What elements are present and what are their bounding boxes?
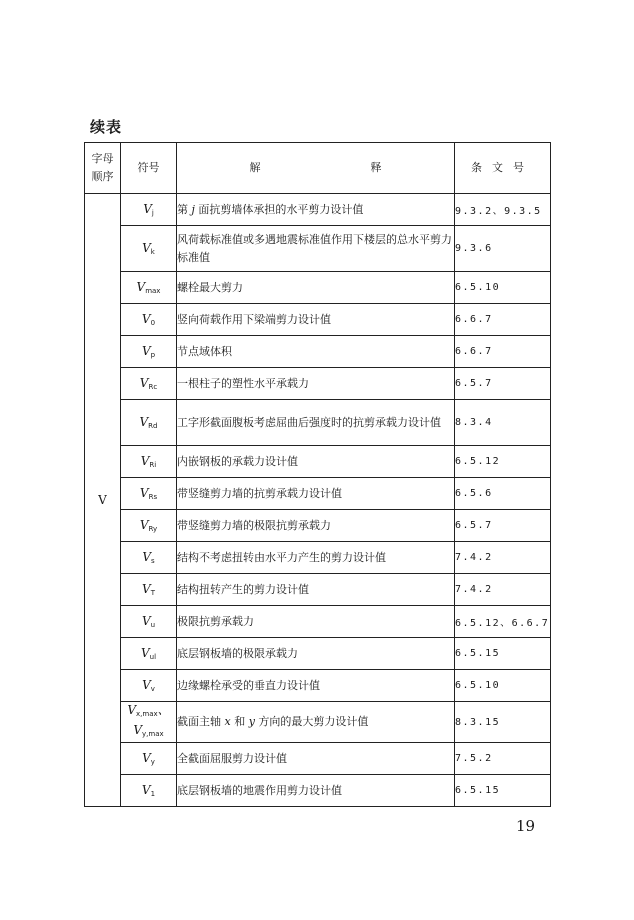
clause-cell: 6.5.7 bbox=[455, 510, 551, 542]
symbol-base: V bbox=[141, 312, 151, 326]
clause-cell: 6.5.7 bbox=[455, 368, 551, 400]
explanation-cell: 带竖缝剪力墙的抗剪承载力设计值 bbox=[177, 478, 455, 510]
explanation-cell: 全截面屈服剪力设计值 bbox=[177, 743, 455, 775]
header-symbol: 符号 bbox=[121, 143, 177, 194]
symbol-subscript: p bbox=[150, 351, 156, 359]
symbol-subscript: Ry bbox=[148, 525, 158, 533]
table-row bbox=[85, 606, 551, 638]
clause-cell: 9.3.6 bbox=[455, 226, 551, 272]
explanation-cell: 底层钢板墙的地震作用剪力设计值 bbox=[177, 775, 455, 807]
symbol-subscript: u bbox=[150, 621, 156, 629]
symbol-cell bbox=[121, 336, 177, 368]
symbol-base: V bbox=[141, 783, 151, 797]
explanation-cell: 内嵌钢板的承载力设计值 bbox=[177, 446, 455, 478]
symbol-subscript: Rs bbox=[148, 493, 158, 501]
symbol-base: V bbox=[142, 241, 151, 255]
symbol-base: V bbox=[142, 678, 151, 692]
symbol-base: V bbox=[142, 550, 151, 564]
symbol-cell bbox=[121, 775, 177, 807]
symbol-subscript: Rd bbox=[148, 422, 158, 430]
table-row bbox=[85, 574, 551, 606]
explanation-cell: 一根柱子的塑性水平承载力 bbox=[177, 368, 455, 400]
table-row bbox=[85, 400, 551, 446]
header-letter-order bbox=[85, 143, 121, 194]
explanation-cell: 结构不考虑扭转由水平力产生的剪力设计值 bbox=[177, 542, 455, 574]
symbol-base: V bbox=[141, 344, 151, 358]
clause-cell: 9.3.2、9.3.5 bbox=[455, 194, 551, 226]
clause-cell: 6.5.6 bbox=[455, 478, 551, 510]
table-row bbox=[85, 670, 551, 702]
symbol-subscript: x,max bbox=[136, 710, 158, 718]
symbol-cell bbox=[121, 304, 177, 336]
clause-cell: 6.6.7 bbox=[455, 304, 551, 336]
symbol-table bbox=[84, 142, 551, 807]
symbol-subscript: T bbox=[150, 589, 155, 597]
letter-group-cell: V bbox=[85, 194, 121, 807]
header-clause-number: 条文号 bbox=[455, 143, 551, 194]
explanation-text: 截面主轴 bbox=[177, 715, 225, 728]
symbol-cell bbox=[121, 446, 177, 478]
explanation-text: 和 bbox=[230, 715, 249, 728]
header-explanation-a: 解 bbox=[249, 161, 261, 174]
clause-cell: 8.3.15 bbox=[455, 702, 551, 743]
clause-cell: 7.4.2 bbox=[455, 574, 551, 606]
symbol-cell bbox=[121, 606, 177, 638]
symbol-base: V bbox=[141, 614, 151, 628]
table-row bbox=[85, 226, 551, 272]
header-letter-top: 字母 bbox=[91, 152, 114, 165]
explanation-cell: 工字形截面腹板考虑屈曲后强度时的抗剪承载力设计值 bbox=[177, 400, 455, 446]
table-row bbox=[85, 638, 551, 670]
symbol-base: V bbox=[139, 518, 149, 532]
symbol-base: V bbox=[139, 376, 149, 390]
clause-cell: 7.5.2 bbox=[455, 743, 551, 775]
explanation-cell: 极限抗剪承载力 bbox=[177, 606, 455, 638]
explanation-cell: 风荷载标准值或多遇地震标准值作用下楼层的总水平剪力标准值 bbox=[177, 226, 455, 272]
symbol-subscript: y,max bbox=[142, 730, 164, 738]
symbol-subscript: ul bbox=[149, 653, 157, 661]
clause-cell: 6.6.7 bbox=[455, 336, 551, 368]
explanation-cell bbox=[177, 194, 455, 226]
symbol-base: V bbox=[139, 415, 149, 429]
clause-cell: 6.5.15 bbox=[455, 775, 551, 807]
clause-cell: 6.5.10 bbox=[455, 670, 551, 702]
symbol-cell bbox=[121, 542, 177, 574]
symbol-cell bbox=[121, 226, 177, 272]
symbol-cell bbox=[121, 702, 177, 743]
table-row bbox=[85, 304, 551, 336]
symbol-base: V bbox=[142, 751, 151, 765]
clause-cell: 6.5.12、6.6.7 bbox=[455, 606, 551, 638]
header-explanation-b: 释 bbox=[370, 161, 382, 174]
table-row bbox=[85, 446, 551, 478]
table-row bbox=[85, 478, 551, 510]
symbol-subscript: Ri bbox=[149, 461, 157, 469]
symbol-subscript: Rc bbox=[148, 383, 158, 391]
symbol-base: V bbox=[139, 486, 149, 500]
table-row bbox=[85, 510, 551, 542]
symbol-separator: 、 bbox=[157, 703, 170, 717]
symbol-cell bbox=[121, 194, 177, 226]
explanation-cell: 底层钢板墙的极限承载力 bbox=[177, 638, 455, 670]
table-row bbox=[85, 775, 551, 807]
explanation-variable: y bbox=[248, 715, 255, 728]
symbol-subscript: j bbox=[151, 209, 154, 217]
table-continued-title: 续表 bbox=[90, 118, 123, 136]
symbol-base: V bbox=[143, 202, 152, 216]
clause-cell: 8.3.4 bbox=[455, 400, 551, 446]
symbol-cell bbox=[121, 743, 177, 775]
table-header-row bbox=[85, 143, 551, 194]
clause-cell: 6.5.12 bbox=[455, 446, 551, 478]
explanation-text: 方向的最大剪力设计值 bbox=[254, 715, 369, 728]
symbol-base: V bbox=[140, 646, 150, 660]
header-explanation bbox=[177, 143, 455, 194]
explanation-cell: 竖向荷载作用下梁端剪力设计值 bbox=[177, 304, 455, 336]
clause-cell: 6.5.15 bbox=[455, 638, 551, 670]
table-body bbox=[85, 194, 551, 807]
explanation-cell: 节点域体积 bbox=[177, 336, 455, 368]
table-row bbox=[85, 336, 551, 368]
symbol-subscript: y bbox=[150, 758, 155, 766]
symbol-subscript: k bbox=[150, 248, 155, 256]
symbol-base: V bbox=[140, 454, 150, 468]
symbol-cell bbox=[121, 272, 177, 304]
symbol-cell bbox=[121, 478, 177, 510]
table-row bbox=[85, 743, 551, 775]
symbol-cell bbox=[121, 400, 177, 446]
table-row bbox=[85, 194, 551, 226]
symbol-base: V bbox=[136, 280, 146, 294]
symbol-subscript: s bbox=[151, 557, 155, 565]
explanation-variable: x bbox=[224, 715, 231, 728]
clause-cell: 6.5.10 bbox=[455, 272, 551, 304]
symbol-base: V bbox=[133, 723, 143, 737]
symbol-cell bbox=[121, 638, 177, 670]
header-letter-bottom: 顺序 bbox=[91, 170, 114, 183]
symbol-subscript: 1 bbox=[150, 790, 156, 798]
clause-cell: 7.4.2 bbox=[455, 542, 551, 574]
explanation-cell: 结构扭转产生的剪力设计值 bbox=[177, 574, 455, 606]
symbol-cell bbox=[121, 368, 177, 400]
symbol-subscript: 0 bbox=[150, 319, 156, 327]
table-row bbox=[85, 702, 551, 743]
table-row bbox=[85, 368, 551, 400]
table-row bbox=[85, 272, 551, 304]
symbol-base: V bbox=[127, 703, 137, 717]
explanation-cell: 带竖缝剪力墙的极限抗剪承载力 bbox=[177, 510, 455, 542]
explanation-text: 面抗剪墙体承担的水平剪力设计值 bbox=[194, 202, 364, 216]
symbol-subscript: v bbox=[150, 685, 155, 693]
table-row bbox=[85, 542, 551, 574]
symbol-cell bbox=[121, 510, 177, 542]
symbol-cell bbox=[121, 670, 177, 702]
page-number: 19 bbox=[516, 817, 536, 835]
symbol-subscript: max bbox=[145, 287, 161, 295]
explanation-cell: 边缘螺栓承受的垂直力设计值 bbox=[177, 670, 455, 702]
explanation-cell bbox=[177, 702, 455, 743]
explanation-text: 第 bbox=[177, 202, 192, 216]
symbol-base: V bbox=[142, 582, 151, 596]
explanation-variable: j bbox=[191, 202, 195, 216]
explanation-cell: 螺栓最大剪力 bbox=[177, 272, 455, 304]
symbol-cell bbox=[121, 574, 177, 606]
